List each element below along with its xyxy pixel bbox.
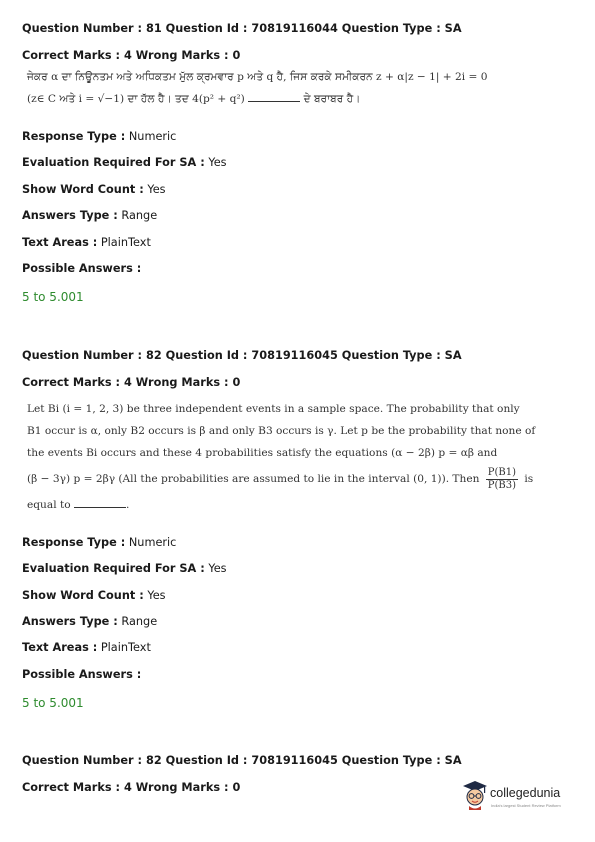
q82-text-line3: the events Bi occurs and these 4 probabilities satisfy the equations (α − 2β) p = αβ and xyxy=(27,447,498,459)
q82-text-line2: B1 occur is α, only B2 occurs is β and only B3 occurs is γ. Let p be the probability that none of xyxy=(27,425,536,437)
q81-header: Question Number : 81 Question Id : 70819116044 Question Type : SA xyxy=(22,22,462,35)
fraction-denominator: P(B3) xyxy=(487,479,517,491)
q82-answers-type: Answers Type : Range xyxy=(22,615,158,628)
q82-evaluation: Evaluation Required For SA : Yes xyxy=(22,562,227,575)
q82-question-text xyxy=(27,398,557,516)
q81-question-text xyxy=(27,66,557,110)
logo-tagline: India's largest Student Review Platform xyxy=(491,803,561,808)
probability-fraction xyxy=(486,467,518,492)
q81-text-line2 xyxy=(27,88,557,110)
q81-possible-answer: 5 to 5.001 xyxy=(22,290,84,304)
q82-text-line5: equal to . xyxy=(27,499,130,511)
student-face-icon xyxy=(462,780,488,810)
q82-possible-label: Possible Answers : xyxy=(22,668,142,681)
q82-word-count: Show Word Count : Yes xyxy=(22,589,166,602)
q81-text-line2-a: (z∈ C ਅਤੇ i = √−1) ਦਾ ਹੱਲ ਹੈ। ਤਦ 4(p² + q²) xyxy=(27,93,245,105)
q82-response-type: Response Type : Numeric xyxy=(22,536,177,549)
q82-marks: Correct Marks : 4 Wrong Marks : 0 xyxy=(22,376,241,389)
q81-answers-type: Answers Type : Range xyxy=(22,209,158,222)
answer-blank xyxy=(248,101,300,102)
q82-text-line4: (β − 3γ) p = 2βγ (All the probabilities are assumed to lie in the interval (0, 1)). Then $\frac{P(B1)}{P(B3)}$ is xyxy=(27,466,534,491)
q81-word-count: Show Word Count : Yes xyxy=(22,183,166,196)
q81-evaluation: Evaluation Required For SA : Yes xyxy=(22,156,227,169)
q81-response-type: Response Type : Numeric xyxy=(22,130,177,143)
q82-repeat-marks: Correct Marks : 4 Wrong Marks : 0 xyxy=(22,781,241,794)
q82-text-line1: Let Bi (i = 1, 2, 3) be three independent events in a sample space. The probability that only xyxy=(27,403,520,415)
answer-blank xyxy=(74,507,126,508)
q81-text-areas: Text Areas : PlainText xyxy=(22,236,151,249)
q81-text-line1: ਜੇਕਰ α ਦਾ ਨਿਊਨਤਮ ਅਤੇ ਅਧਿਕਤਮ ਮੁੱਲ ਕ੍ਰਮਵਾਰ p ਅਤੇ q ਹੈ, ਜਿਸ ਕਰਕੇ ਸਮੀਕਰਨ z + α|z − 1| + 2i = 0 xyxy=(27,71,488,83)
q81-text-line2-b: ਦੇ ਬਰਾਬਰ ਹੈ। xyxy=(303,93,361,105)
collegedunia-logo xyxy=(462,780,572,820)
q81-possible-label: Possible Answers : xyxy=(22,262,142,275)
q82-repeat-header: Question Number : 82 Question Id : 70819116045 Question Type : SA xyxy=(22,754,462,767)
fraction-numerator: P(B1) xyxy=(487,466,517,478)
q82-text-areas: Text Areas : PlainText xyxy=(22,641,151,654)
q82-possible-answer: 5 to 5.001 xyxy=(22,696,84,710)
q81-marks: Correct Marks : 4 Wrong Marks : 0 xyxy=(22,49,241,62)
logo-name: collegedunia xyxy=(490,786,561,800)
q82-header: Question Number : 82 Question Id : 70819116045 Question Type : SA xyxy=(22,349,462,362)
